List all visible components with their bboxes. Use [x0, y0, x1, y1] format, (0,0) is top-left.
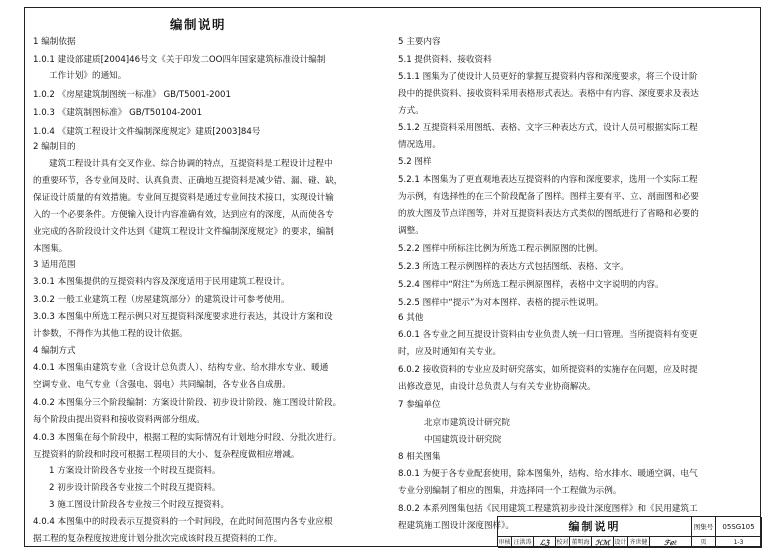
review-label: 审核 [498, 539, 511, 546]
text-line: 4.0.2 本图集分三个阶段编制：方案设计阶段、初步设计阶段、施工图设计阶段。 [33, 398, 342, 408]
text-line: 情况选用。 [398, 140, 441, 150]
page-number: 1-3 [716, 537, 762, 548]
text-line: 为示例，有选择性的在三个阶段配备了图样。图样主要有平、立、剖面图和必要 [398, 192, 699, 202]
text-line: 程建筑施工图设计深度图样》。 [398, 521, 515, 531]
text-line: 调整。 [398, 226, 424, 236]
text-line: 1.0.2 《房屋建筑制图统一标准》 GB/T5001-2001 [33, 90, 231, 100]
check-signature: ℋℳ [592, 537, 614, 548]
text-line: 5.2.2 图样中所标注比例为所选工程示例原图的比例。 [398, 244, 604, 254]
text-line: 8.0.1 为便于各专业配套使用，除本图集外，结构、给水排水、暖通空调、电气 [398, 469, 698, 479]
text-line: 5.1.2 互提资料采用图纸、表格、文字三种表达方式，设计人员可根据实际工程 [398, 123, 698, 133]
text-line: 3 施工图设计阶段各专业按三个时段互提资料。 [49, 500, 230, 510]
review-name: 汪洪涛 [512, 537, 534, 548]
text-line: 计参数，不得作为其他工程的设计依据。 [33, 329, 188, 339]
check-label: 校对 [556, 539, 569, 546]
text-line: 本图集。 [33, 244, 68, 254]
text-line: 的放大图及节点详图等，并对互提资料表达方式类似的图纸进行了省略和必要的 [398, 209, 699, 219]
text-line: 出修改意见，由设计总负责人与有关专业协商解决。 [398, 382, 596, 392]
design-label: 设计 [614, 539, 627, 546]
text-line: 5.1.1 图集为了使设计人员更好的掌握互提资料内容和深度要求，将三个设计阶 [398, 72, 698, 82]
text-line: 方式。 [398, 106, 424, 116]
design-signature: ℱℯℓ [650, 537, 692, 548]
text-line: 5.2 图样 [398, 157, 432, 167]
text-line: 北京市建筑设计研究院 [424, 418, 510, 428]
text-line: 4 编制方式 [33, 346, 76, 356]
text-line: 5 主要内容 [398, 37, 441, 47]
text-line: 2 初步设计阶段各专业按二个时段互提资料。 [49, 483, 221, 493]
text-line: 5.2.5 图样中“提示”为对本图样、表格的提示性说明。 [398, 298, 604, 308]
text-line: 6 其他 [398, 313, 424, 323]
check-name: 董明海 [570, 537, 592, 548]
text-line: 专业分别编制了相应的图集，并选择同一个工程做为示例。 [398, 486, 622, 496]
text-line: 2 编制目的 [33, 142, 76, 152]
text-line: 每个阶段由提出资料和接收资料两部分组成。 [33, 415, 205, 425]
text-line: 工作计划》的通知。 [49, 71, 127, 81]
text-line: 5.2.4 图样中“附注”为所选工程示例原图样，表格中文字说明的内容。 [398, 280, 664, 290]
text-line: 3.0.1 本图集提供的互提资料内容及深度适用于民用建筑工程设计。 [33, 277, 290, 287]
text-line: 建筑工程设计具有交叉作业、综合协调的特点，互提资料是工程设计过程中 [49, 159, 333, 169]
text-line: 4.0.1 本图集由建筑专业（含设计总负责人）、结构专业、给水排水专业、暖通 [33, 363, 329, 373]
text-line: 5.2.1 本图集为了更直观地表达互提资料的内容和深度要求，选用一个实际工程 [398, 175, 698, 185]
text-line: 1.0.3 《建筑制图标准》 GB/T50104-2001 [33, 108, 203, 118]
text-line: 空调专业、电气专业（含强电、弱电）共同编制，各专业各自成册。 [33, 380, 291, 390]
text-line: 业完成的各阶段设计文件达到《建筑工程设计文件编制深度规定》的要求，编制 [33, 227, 334, 237]
text-line: 5.1 提供资料、接收资料 [398, 55, 492, 65]
page-label: 页 [692, 537, 716, 548]
text-line: 中国建筑设计研究院 [424, 435, 502, 445]
text-line: 3.0.2 一般工业建筑工程（房屋建筑部分）的建筑设计可参考使用。 [33, 295, 290, 305]
text-line: 时，应及时通知有关专业。 [398, 347, 502, 357]
signature-row [498, 537, 762, 548]
text-line: 8 相关图集 [398, 452, 441, 462]
title-block [497, 516, 761, 547]
text-line: 7 参编单位 [398, 400, 441, 410]
text-line: 1.0.1 建设部建质[2004]46号文《关于印发二OO四年国家建筑标准设计编制 [33, 55, 326, 65]
text-line: 据工程的复杂程度按进度计划分批次完成该时段互提资料的工作。 [33, 534, 283, 544]
design-name: 齐世健 [628, 537, 650, 548]
text-line: 6.0.2 接收资料的专业应及时研究落实，如所提资料的实施存在问题，应及时提 [398, 365, 698, 375]
text-line: 1 编制依据 [33, 37, 76, 47]
text-line: 保证设计质量的有效措施。专业间互提资料是通过专业间技术接口，实现设计输 [33, 193, 334, 203]
title-block-name: 编制说明 [498, 517, 692, 537]
text-line: 入的一个必要条件。方便输入设计内容准确有效，达到应有的深度，从而使各专 [33, 210, 334, 220]
text-line: 3 适用范围 [33, 260, 76, 270]
text-line: 4.0.3 本图集在每个阶段中，根据工程的实际情况有计划地分时段、分批次进行。 [33, 433, 342, 443]
page-title: 编制说明 [170, 17, 227, 32]
atlas-label: 图集号 [692, 517, 716, 537]
atlas-number: 05SG105 [716, 517, 762, 537]
text-line: 3.0.3 本图集中所选工程示例只对互提资料深度要求进行表达，其设计方案和设 [33, 312, 333, 322]
text-line: 8.0.2 本系列图集包括《民用建筑工程建筑初步设计深度图样》和《民用建筑工 [398, 504, 698, 514]
text-line: 的重要环节，各专业间及时、认真負责、正确地互提资料是减少错、漏、碰、缺， [33, 176, 343, 186]
review-signature: ℒℨ [534, 537, 556, 548]
text-line: 互提资料的阶段和时段可根据工程项目的大小、复杂程度做相应增减。 [33, 450, 300, 460]
text-line: 5.2.3 所选工程示例图样的表达方式包括图纸、表格、文字。 [398, 262, 629, 272]
text-line: 段中的提供资料、接收资料采用表格形式表达。表格中有内容、深度要求及表达 [398, 89, 699, 99]
text-line: 4.0.4 本图集中的时段表示互提资料的一个时间段，在此时间范围内各专业应根 [33, 517, 333, 527]
text-line: 6.0.1 各专业之间互提设计资料由专业负责人统一归口管理。当所提资料有变更 [398, 330, 698, 340]
text-line: 1 方案设计阶段各专业按一个时段互提资料。 [49, 466, 221, 476]
text-line: 1.0.4 《建筑工程设计文件编制深度规定》建质[2003]84号 [33, 127, 261, 137]
